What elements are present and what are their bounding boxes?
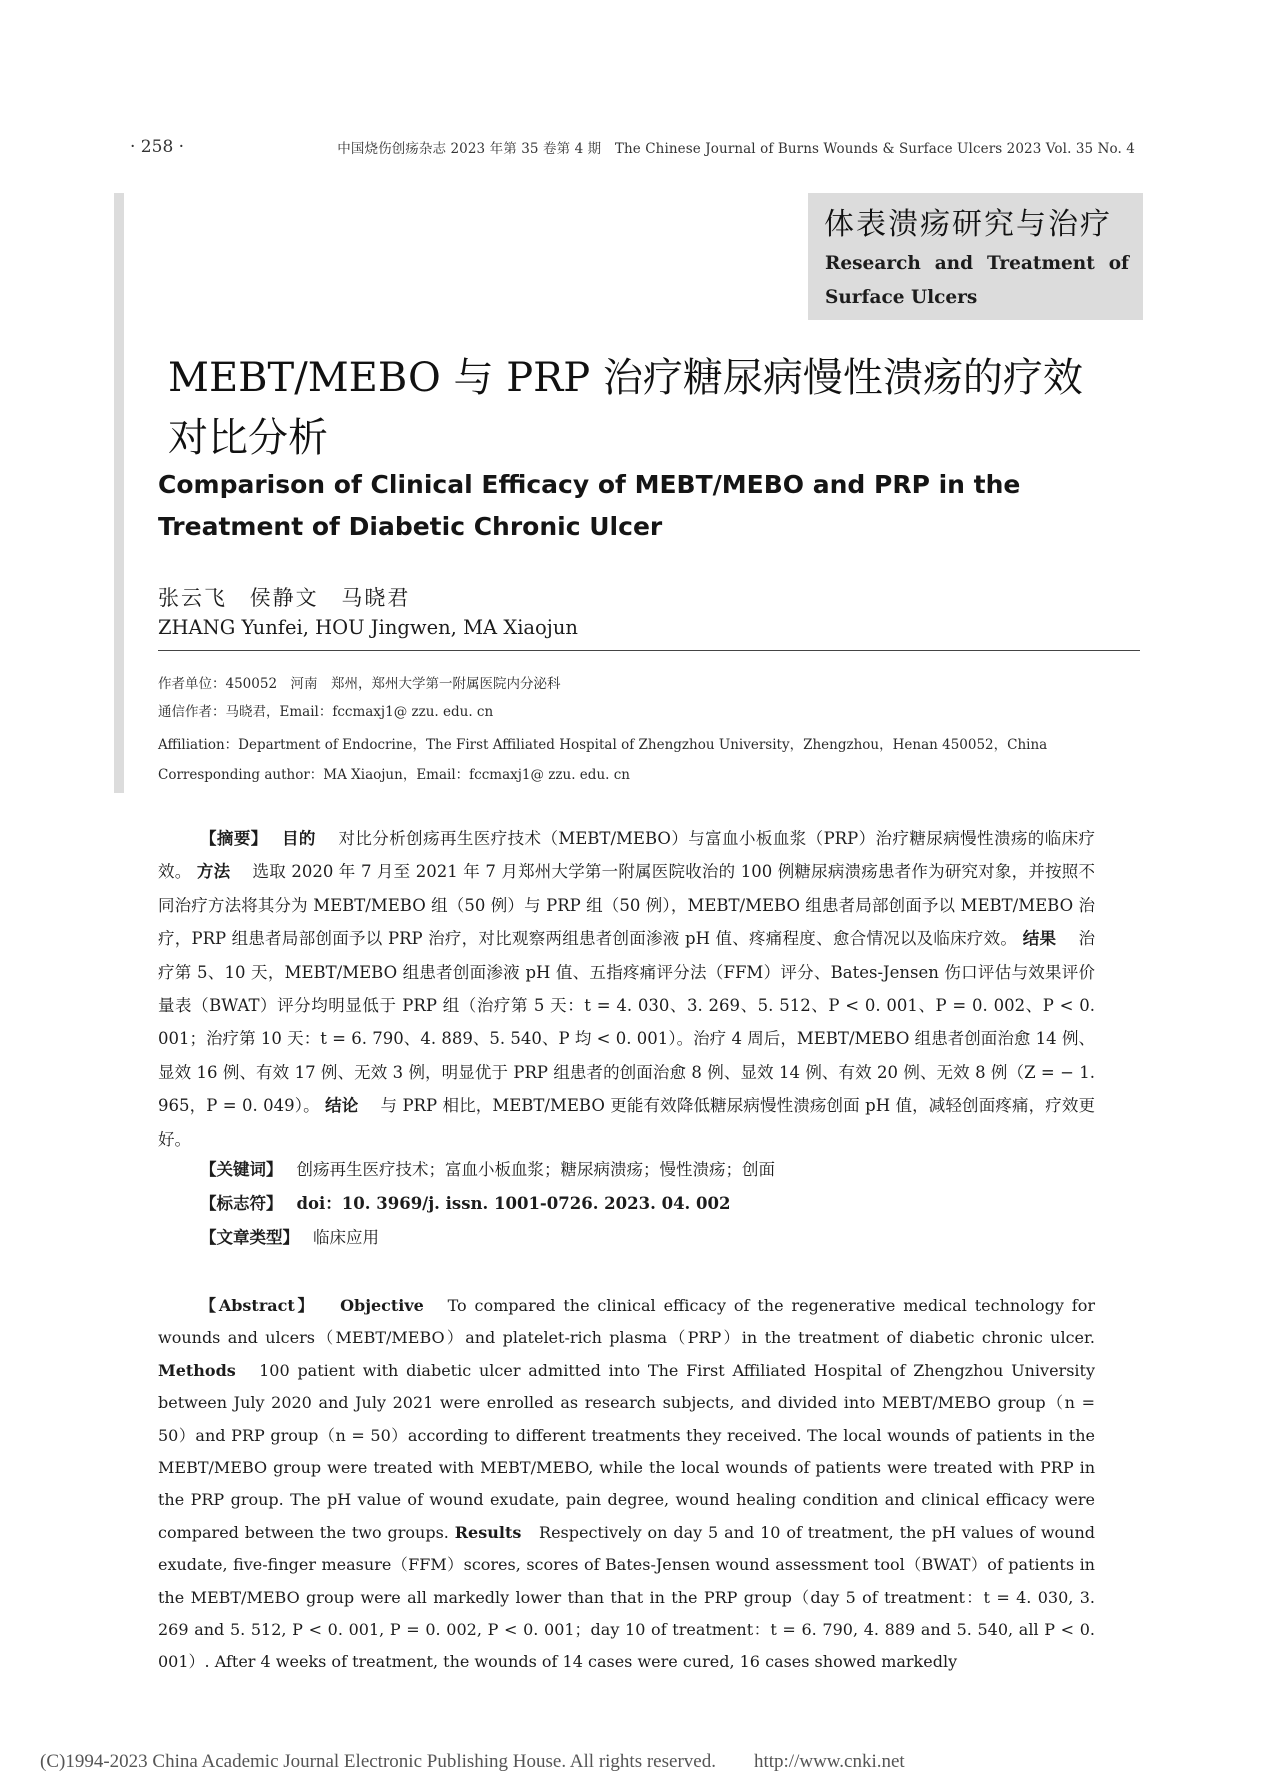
corresponding-author-en: Corresponding author：MA Xiaojun，Email：fccmaxj1@ zzu. edu. cn [158,767,630,783]
author-unit-cn: 作者单位：450052 河南 郑州，郑州大学第一附属医院内分泌科 [158,676,561,692]
objective-text-en: To compared the clinical efficacy of the regenerative medical technology for wounds and ulcers（MEBT/MEBO）and platelet-rich plasma（PRP）in the treatment of diabetic chronic ulcer. [158,1296,1095,1348]
affiliation-en: Affiliation：Department of Endocrine，The First Affiliated Hospital of Zhengzhou University，Zhengzhou，Henan 450052，China [158,737,1048,753]
results-label-cn: 结果 [1022,929,1057,949]
article-title-en: Comparison of Clinical Efficacy of MEBT/MEBO and PRP in the Treatment of Diabetic Chronic Ulcer [158,470,1021,541]
keywords-text: 创疡再生医疗技术；富血小板血浆；糖尿病溃疡；慢性溃疡；创面 [296,1160,775,1179]
column-label-en-line2: Surface Ulcers [825,287,978,308]
authors-en: ZHANG Yunfei, HOU Jingwen, MA Xiaojun [158,616,578,639]
left-decorative-bar [114,193,124,793]
column-label-en-line1: Research and Treatment of [825,253,1129,274]
objective-label-en: Objective [340,1296,424,1315]
running-head [130,137,1135,161]
page-number: · 258 · [130,137,185,157]
keywords-label: 【关键词】 [200,1160,283,1179]
doi-row [200,1187,775,1221]
conclusion-text-cn: 与 PRP 相比，MEBT/MEBO 更能有效降低糖尿病慢性溃疡创面 pH 值，减轻创面疼痛，疗效更好。 [158,1096,1096,1149]
authors-cn: 张云飞 侯静文 马晓君 [158,586,411,610]
corresponding-author-cn: 通信作者：马晓君，Email：fccmaxj1@ zzu. edu. cn [158,704,494,720]
column-label-box [808,193,1143,320]
abstract-en [158,1290,1095,1679]
article-type-label: 【文章类型】 [200,1228,299,1247]
methods-label-en: Methods [158,1360,236,1380]
article-title-cn: MEBT/MEBO 与 PRP 治疗糖尿病慢性溃疡的疗效对比分析 [168,355,1083,461]
abstract-label-cn: 【摘要】 [200,829,260,848]
methods-text-cn: 选取 2020 年 7 月至 2021 年 7 月郑州大学第一附属医院收治的 100 例糖尿病溃疡患者作为研究对象，并按照不同治疗方法将其分为 MEBT/MEBO 组（50 例）与 PRP 组（50 例），MEBT/MEBO 组患者局部创面予以 MEBT/MEBO 治疗，PRP 组患者局部创面予以 PRP 治疗，对比观察两组患者创面渗液 pH 值、疼痛程度、愈合情况以及临床疗效。 [158,862,1096,949]
article-type-text: 临床应用 [313,1228,379,1247]
doi-label: 【标志符】 [200,1194,283,1213]
conclusion-label-cn: 结论 [325,1096,359,1116]
results-text-en: Respectively on day 5 and 10 of treatment, the pH values of wound exudate, five-finger measure（FFM）scores, scores of Bates-Jensen wound assessment tool（BWAT）of patients in the MEBT/MEBO group were all markedly lower than that in the PRP group（day 5 of treatment：t = 4. 030, 3. 269 and 5. 512, P < 0. 001, P = 0. 002, P < 0. 001；day 10 of treatment：t = 6. 790, 4. 889 and 5. 540, all P < 0. 001）. After 4 weeks of treatment, the wounds of 14 cases were cured, 16 cases showed markedly [158,1522,1095,1672]
results-label-en: Results [454,1522,522,1542]
header-divider [158,650,1140,651]
abstract-cn [158,822,1095,1156]
copyright-footer: (C)1994-2023 China Academic Journal Electronic Publishing House. All rights reserved. http://www.cnki.net [40,1751,905,1772]
column-label-cn: 体表溃疡研究与治疗 [824,207,1112,242]
journal-running-title: 中国烧伤创疡杂志 2023 年第 35 卷第 4 期 The Chinese Journal of Burns Wounds & Surface Ulcers 2023 Vol. 35 No. 4 [337,141,1135,157]
article-type-row [200,1221,775,1255]
results-text-cn: 治疗第 5、10 天，MEBT/MEBO 组患者创面渗液 pH 值、五指疼痛评分法（FFM）评分、Bates-Jensen 伤口评估与效果评价量表（BWAT）评分均明显低于 PRP 组（治疗第 5 天：t = 4. 030、3. 269、5. 512、P < 0. 001、P = 0. 002、P < 0. 001；治疗第 10 天：t = 6. 790、4. 889、5. 540、P 均 < 0. 001）。治疗 4 周后，MEBT/MEBO 组患者创面治愈 14 例、显效 16 例、有效 17 例、无效 3 例，明显优于 PRP 组患者的创面治愈 8 例、显效 14 例、有效 20 例、无效 8 例（Z = − 1. 965，P = 0. 049）。 [158,929,1096,1116]
objective-text-cn: 对比分析创疡再生医疗技术（MEBT/MEBO）与富血小板血浆（PRP）治疗糖尿病慢性溃疡的临床疗效。 [158,829,1096,882]
objective-label-cn: 目的 [282,829,316,848]
methods-text-en: 100 patient with diabetic ulcer admitted into The First Affiliated Hospital of Zhengzhou University between July 2020 and July 2021 were enrolled as research subjects, and divided into MEBT/MEBO group（n = 50）and PRP group（n = 50）according to different treatments they received. The local wounds of patients in the MEBT/MEBO group were treated with MEBT/MEBO, while the local wounds of patients were treated with PRP in the PRP group. The pH value of wound exudate, pain degree, wound healing condition and clinical efficacy were compared between the two groups. [158,1360,1095,1542]
keywords-row [200,1153,775,1187]
article-meta-cn [200,1153,775,1255]
abstract-label-en: 【Abstract】 [200,1296,317,1315]
doi-text[interactable]: doi：10. 3969/j. issn. 1001-0726. 2023. 04. 002 [296,1194,731,1213]
methods-label-cn: 方法 [196,862,231,882]
